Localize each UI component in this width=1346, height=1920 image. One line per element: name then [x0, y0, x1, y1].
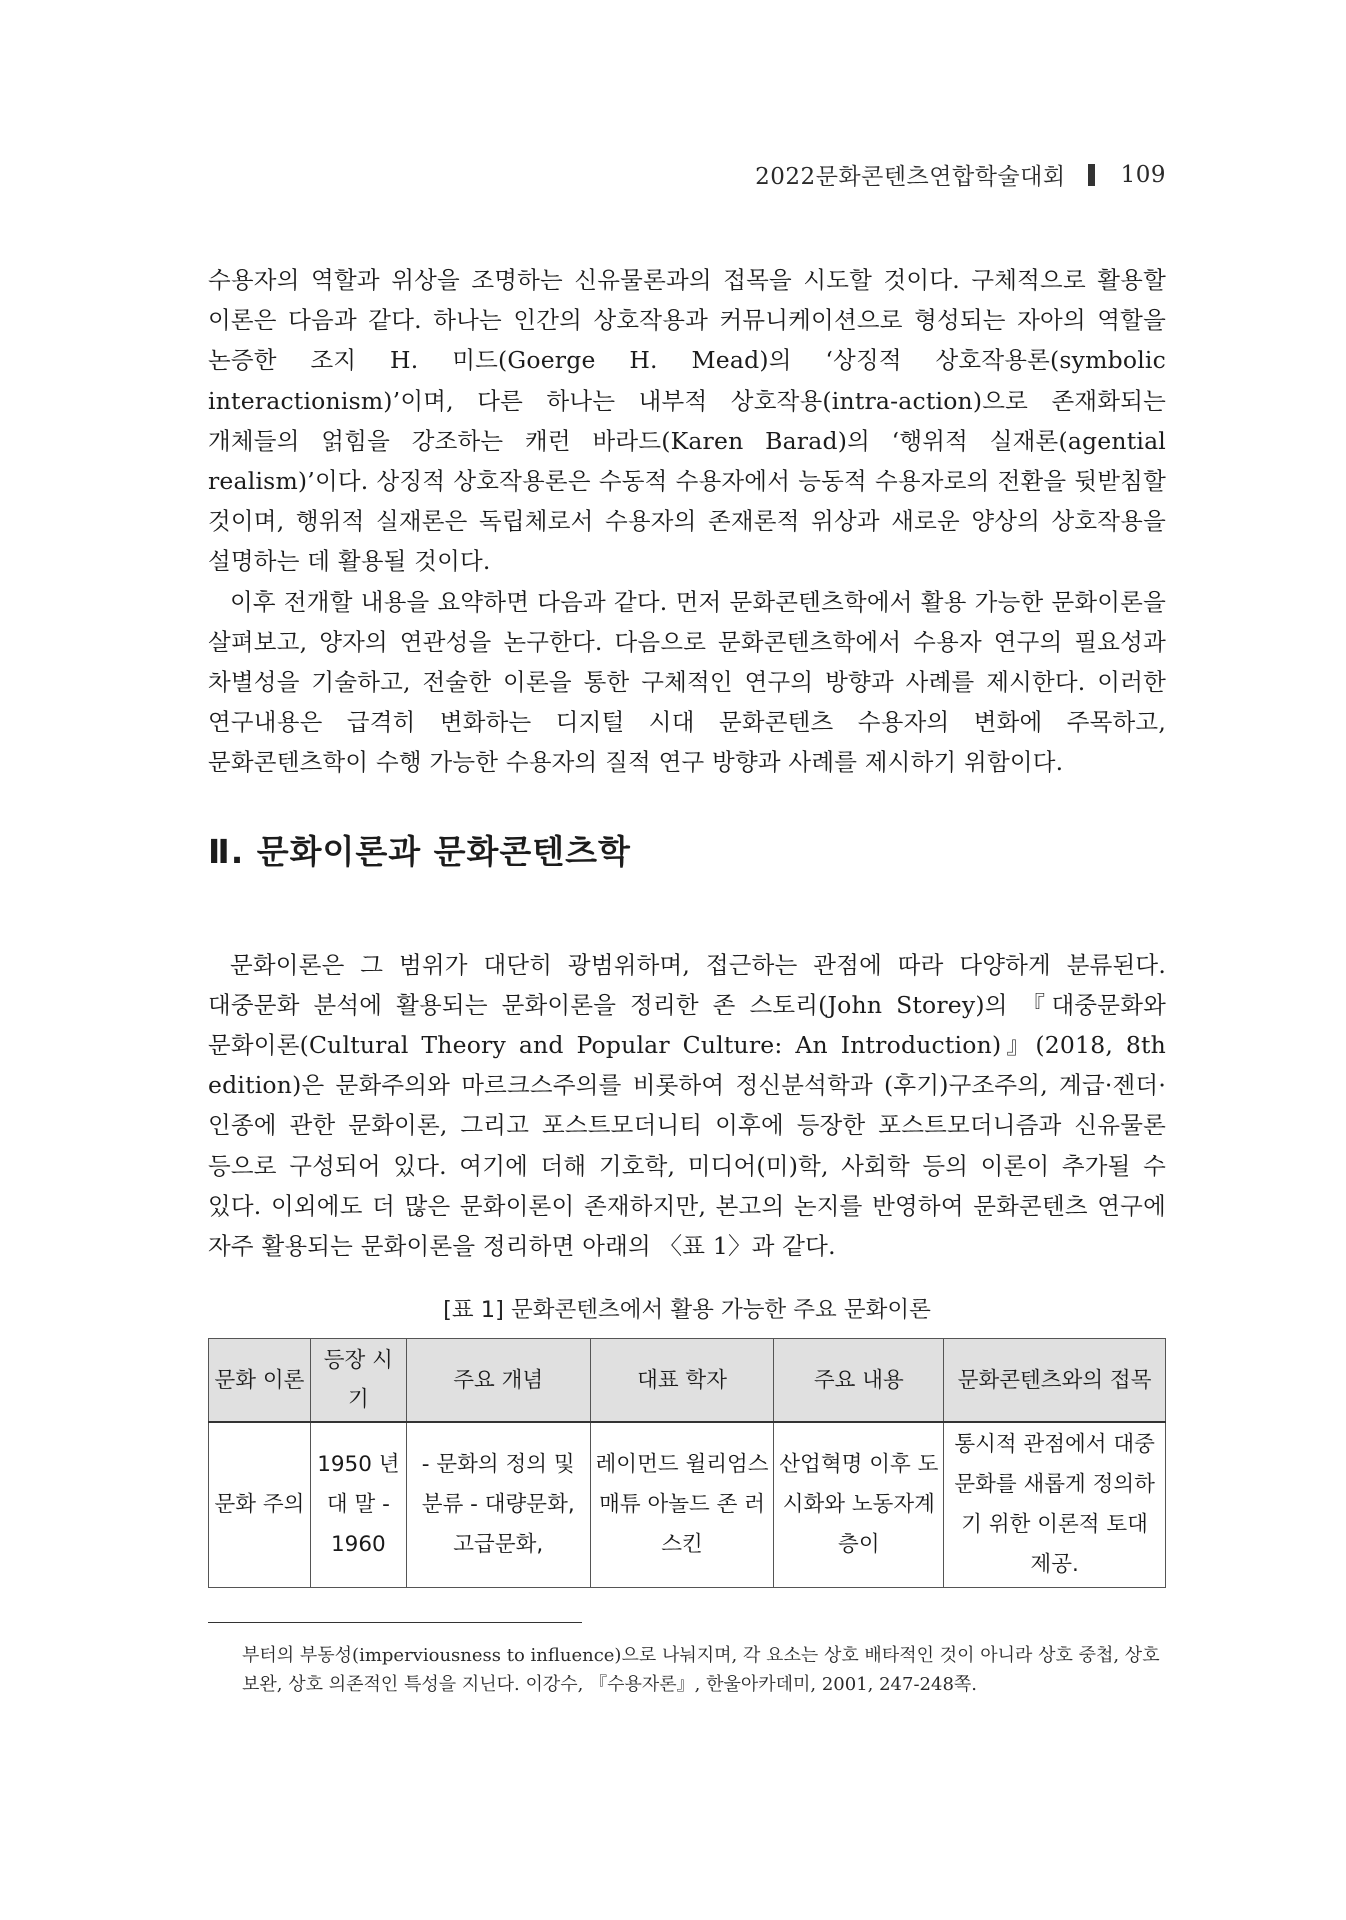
running-header [755, 158, 1166, 191]
table-row [209, 1422, 1166, 1588]
heading-spacer [208, 881, 1166, 945]
page-body [208, 260, 1166, 1699]
cell-scholars: 레이먼드 윌리엄스 매튜 아놀드 존 러스킨 [590, 1422, 774, 1588]
header-cell-concepts: 주요 개념 [406, 1339, 590, 1423]
table-caption: [표 1] 문화콘텐츠에서 활용 가능한 주요 문화이론 [443, 1297, 931, 1324]
cell-theory: 문화 주의 [209, 1422, 311, 1588]
header-cell-convergence: 문화콘텐츠와의 접목 [944, 1339, 1166, 1423]
footnote-divider [208, 1622, 582, 1623]
cell-convergence: 통시적 관점에서 대중문화를 새롭게 정의하기 위한 이론적 토대 제공. [944, 1422, 1166, 1588]
culture-theory-table [208, 1338, 1166, 1588]
page-number: 109 [1120, 161, 1166, 188]
footnote-text: 부터의 부동성(imperviousness to influence)으로 나눠지며, 각 요소는 상호 배타적인 것이 아니라 상호 중첩, 상호 보완, 상호 의존적인 특성을 지닌다. 이강수, 『수용자론』, 한울아카데미, 2001, 247-248쪽. [242, 1645, 1160, 1696]
header-cell-content: 주요 내용 [774, 1339, 944, 1423]
cell-period: 1950 년대 말 - 1960 [310, 1422, 406, 1588]
header-separator-bar [1088, 164, 1095, 186]
table-header-row [209, 1339, 1166, 1423]
intro-paragraph-2: 이후 전개할 내용을 요약하면 다음과 같다. 먼저 문화콘텐츠학에서 활용 가능한 문화이론을 살펴보고, 양자의 연관성을 논구한다. 다음으로 문화콘텐츠학에서 수용자 연구의 필요성과 차별성을 기술하고, 전술한 이론을 통한 구체적인 연구의 방향과 사례를 제시한다. 이러한 연구내용은 급격히 변화하는 디지털 시대 문화콘텐츠 수용자의 변화에 주목하고, 문화콘텐츠학이 수행 가능한 수용자의 질적 연구 방향과 사례를 제시하기 위함이다. [208, 587, 1166, 777]
header-cell-scholars: 대표 학자 [590, 1339, 774, 1423]
section-heading: Ⅱ. 문화이론과 문화콘텐츠학 [208, 831, 631, 871]
intro-paragraph-1: 수용자의 역할과 위상을 조명하는 신유물론과의 접목을 시도할 것이다. 구체적으로 활용할 이론은 다음과 같다. 하나는 인간의 상호작용과 커뮤니케이션으로 형성되는 자아의 역할을 논증한 조지 H. 미드(Goerge H. Mead)의 ‘상징적 상호작용론(symbolic interactionism)’이며, 다른 하나는 내부적 상호작용(intra-action)으로 존재화되는 개체들의 얽힘을 강조하는 캐런 바라드(Karen Barad)의 ‘행위적 실재론(agential realism)’이다. 상징적 상호작용론은 수동적 수용자에서 능동적 수용자로의 전환을 뒷받침할 것이며, 행위적 실재론은 독립체로서 수용자의 존재론적 위상과 새로운 양상의 상호작용을 설명하는 데 활용될 것이다. [208, 266, 1166, 576]
cell-content: 산업혁명 이후 도시화와 노동자계층이 [774, 1422, 944, 1588]
cell-concepts: - 문화의 정의 및 분류 - 대량문화, 고급문화, [406, 1422, 590, 1588]
header-cell-theory: 문화 이론 [209, 1339, 311, 1423]
header-cell-period: 등장 시기 [310, 1339, 406, 1423]
section-paragraph: 문화이론은 그 범위가 대단히 광범위하며, 접근하는 관점에 따라 다양하게 분류된다. 대중문화 분석에 활용되는 문화이론을 정리한 존 스토리(John Storey)의 『대중문화와 문화이론(Cultural Theory and Popular Culture: An Introduction)』(2018, 8th edition)은 문화주의와 마르크스주의를 비롯하여 정신분석학과 (후기)구조주의, 계급·젠더·인종에 관한 문화이론, 그리고 포스트모더니티 이후에 등장한 포스트모더니즘과 신유물론 등으로 구성되어 있다. 여기에 더해 기호학, 미디어(미)학, 사회학 등의 이론이 추가될 수 있다. 이외에도 더 많은 문화이론이 존재하지만, 본고의 논지를 반영하여 문화콘텐츠 연구에 자주 활용되는 문화이론을 정리하면 아래의 〈표 1〉과 같다. [208, 950, 1166, 1261]
running-title: 2022문화콘텐츠연합학술대회 [755, 164, 1066, 190]
